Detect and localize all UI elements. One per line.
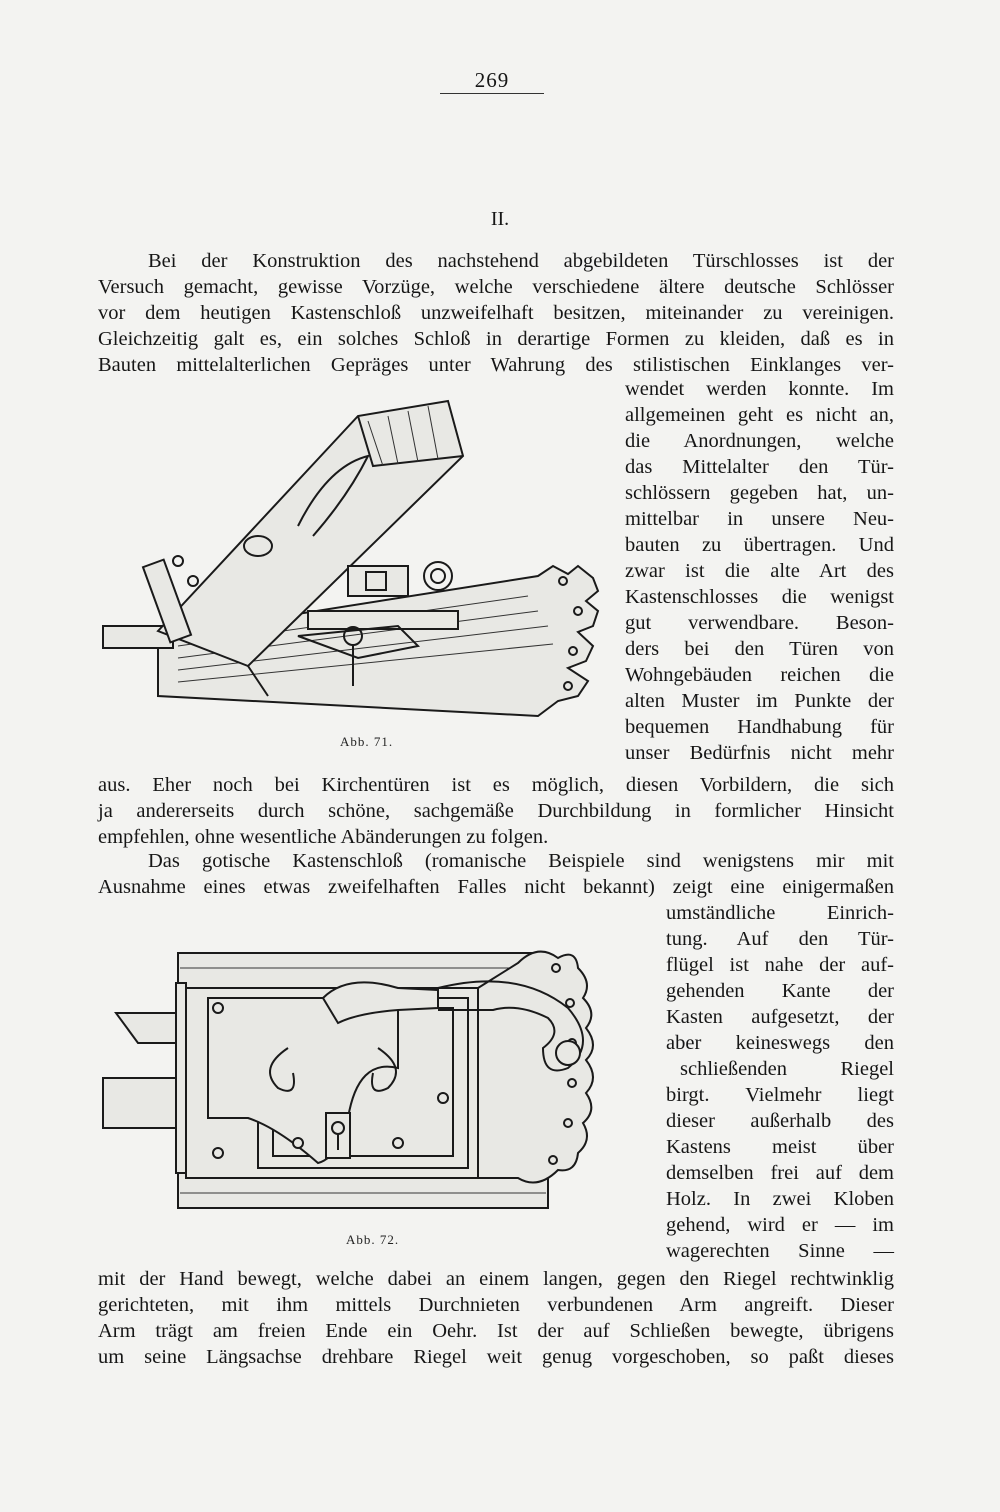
text-line: gerichteten, mit ihm mittels Durchnieten verbundenen Arm angreift. Dieser (98, 1294, 894, 1316)
text-line: schlössern gegeben hat, un- (625, 482, 894, 504)
figure-72-lock-illustration (98, 928, 643, 1213)
text-line: tung. Auf den Tür- (666, 928, 894, 950)
text-line: gut verwendbare. Beson- (625, 612, 894, 634)
text-line: gehenden Kante der (666, 980, 894, 1002)
text-line: wendet werden konnte. Im (625, 378, 894, 400)
text-line: die Anordnungen, welche (625, 430, 894, 452)
text-line: ja andererseits durch schöne, sachgemäße Durchbildung in formlicher Hinsicht (98, 800, 894, 822)
page-number-rule (440, 93, 544, 94)
text-line: um seine Längsachse drehbare Riegel weit genug vorgeschoben, so paßt dieses (98, 1346, 894, 1368)
text-line: Kastenschlosses die wenigst (625, 586, 894, 608)
text-line: Ausnahme eines etwas zweifelhaften Falles nicht bekannt) zeigt eine einigermaßen (98, 876, 894, 898)
text-line: aus. Eher noch bei Kirchentüren ist es möglich, diesen Vorbildern, die sich (98, 774, 894, 796)
text-line: birgt. Vielmehr liegt (666, 1084, 894, 1106)
section-heading: II. (490, 208, 510, 230)
text-line: gehend, wird er — im (666, 1214, 894, 1236)
figure-72-caption: Abb. 72. (346, 1232, 400, 1247)
text-line: ders bei den Türen von (625, 638, 894, 660)
text-line: alten Muster im Punkte der (625, 690, 894, 712)
text-line: vor dem heutigen Kastenschloß unzweifelhaft besitzen, miteinander zu vereinigen. (98, 302, 894, 324)
text-line: Kastens meist über (666, 1136, 894, 1158)
text-line: umständliche Einrich- (666, 902, 894, 924)
text-line: Wohngebäuden reichen die (625, 664, 894, 686)
text-line: mittelbar in unsere Neu- (625, 508, 894, 530)
text-line: schließenden Riegel (680, 1058, 894, 1080)
text-line: Arm trägt am freien Ende ein Oehr. Ist der auf Schließen bewegte, übrigens (98, 1320, 894, 1342)
figure-71-lock-illustration (98, 396, 618, 726)
text-line: das Mittelalter den Tür- (625, 456, 894, 478)
text-line: Das gotische Kastenschloß (romanische Beispiele sind wenigstens mir mit (148, 850, 894, 872)
text-line: demselben frei auf dem (666, 1162, 894, 1184)
page-number: 269 (474, 68, 510, 92)
text-line: zwar ist die alte Art des (625, 560, 894, 582)
text-line: Kasten aufgesetzt, der (666, 1006, 894, 1028)
text-line: mit der Hand bewegt, welche dabei an einem langen, gegen den Riegel rechtwinklig (98, 1268, 894, 1290)
text-line: Gleichzeitig galt es, ein solches Schloß in derartige Formen zu kleiden, daß es in (98, 328, 894, 350)
text-line: Bei der Konstruktion des nachstehend abgebildeten Türschlosses ist der (148, 250, 894, 272)
text-line: bequemen Handhabung für (625, 716, 894, 738)
text-line: wagerechten Sinne — (666, 1240, 894, 1262)
text-line: aber keineswegs den (666, 1032, 894, 1054)
figure-71-caption: Abb. 71. (340, 734, 394, 749)
text-line: Versuch gemacht, gewisse Vorzüge, welche verschiedene ältere deutsche Schlösser (98, 276, 894, 298)
text-line: allgemeinen geht es nicht an, (625, 404, 894, 426)
text-line: dieser außerhalb des (666, 1110, 894, 1132)
text-line: empfehlen, ohne wesentliche Abänderungen zu folgen. (98, 826, 549, 848)
text-line: flügel ist nahe der auf- (666, 954, 894, 976)
text-line: bauten zu übertragen. Und (625, 534, 894, 556)
text-line: Holz. In zwei Kloben (666, 1188, 894, 1210)
text-line: unser Bedürfnis nicht mehr (625, 742, 894, 764)
text-line: Bauten mittelalterlichen Gepräges unter Wahrung des stilistischen Einklanges ver- (98, 354, 894, 376)
